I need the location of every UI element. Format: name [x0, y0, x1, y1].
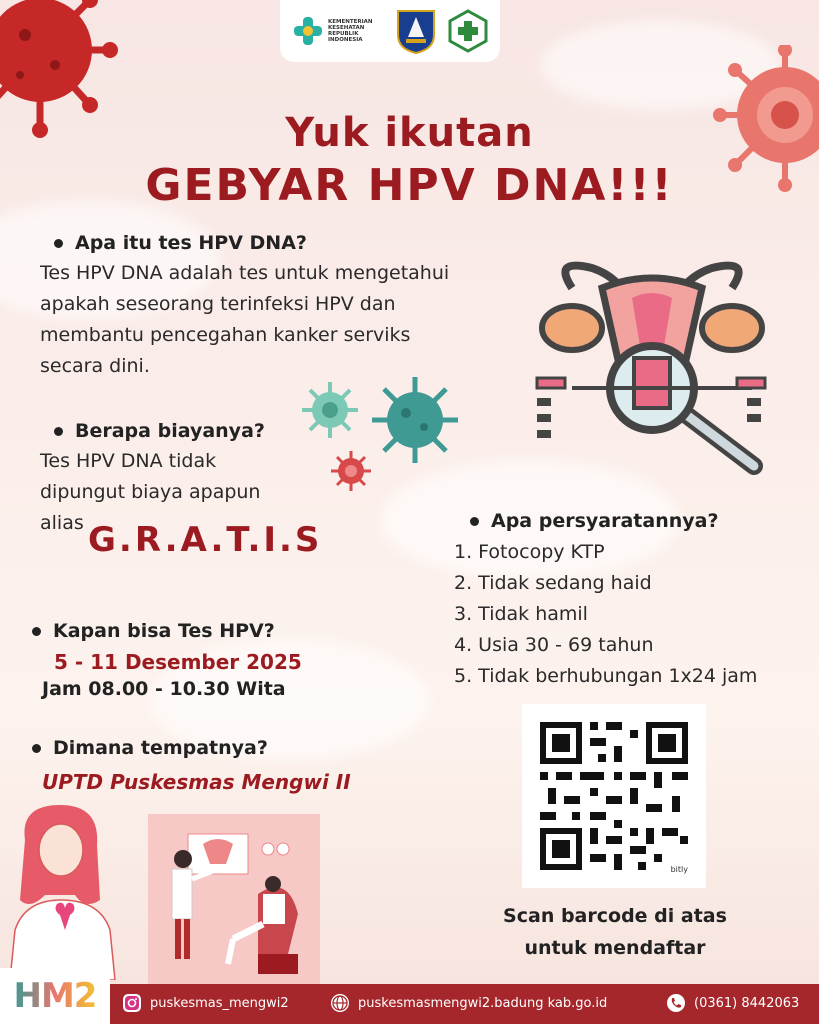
scan-line: Scan barcode di atas	[503, 905, 727, 927]
question-requirements	[470, 510, 719, 532]
question-when	[32, 620, 275, 642]
instagram-icon	[122, 993, 142, 1013]
scan-line: untuk mendaftar	[524, 937, 706, 959]
footer-website[interactable]	[330, 993, 607, 1013]
bullet	[54, 427, 63, 436]
answer-line: alias	[40, 512, 84, 534]
footer-bar	[0, 976, 819, 1024]
kemenkes-logo	[292, 15, 384, 47]
doctor-patient-scene	[148, 814, 320, 984]
brand-badge	[0, 968, 110, 1024]
question-what-text: Apa itu tes HPV DNA?	[75, 232, 307, 254]
answer-line: secara dini.	[40, 355, 150, 377]
answer-line: Tes HPV DNA adalah tes untuk mengetahui	[40, 262, 450, 284]
badung-regency-emblem	[394, 7, 438, 55]
answer-line: apakah seseorang terinfeksi HPV dan	[40, 293, 396, 315]
registration-qr-code[interactable]	[522, 704, 706, 888]
brand-logo: HM2	[13, 976, 97, 1016]
question-when-text: Kapan bisa Tes HPV?	[53, 620, 275, 642]
requirement-item: 1. Fotocopy KTP	[454, 541, 605, 563]
puskesmas-logo	[448, 9, 488, 53]
answer-what	[40, 258, 449, 382]
footer-instagram[interactable]	[122, 993, 289, 1013]
requirements-list	[454, 537, 757, 692]
question-requirements-text: Apa persyaratannya?	[491, 510, 719, 532]
event-dates: 5 - 11 Desember 2025	[54, 650, 302, 674]
phone-number: (0361) 8442063	[694, 995, 800, 1011]
requirement-item: 2. Tidak sedang haid	[454, 572, 652, 594]
woman-pink-ribbon-illustration	[5, 800, 120, 980]
phone-icon	[666, 993, 686, 1013]
title-line-1: Yuk ikutan	[285, 110, 534, 156]
footer-phone[interactable]	[666, 993, 799, 1013]
bullet	[54, 239, 63, 248]
question-what	[54, 232, 307, 254]
requirement-item: 5. Tidak berhubungan 1x24 jam	[454, 665, 758, 687]
virus-icon	[330, 450, 372, 492]
requirement-item: 3. Tidak hamil	[454, 603, 588, 625]
scan-instruction	[470, 900, 760, 964]
bullet	[32, 744, 41, 753]
qr-caption: bitly	[670, 865, 688, 874]
question-cost-text: Berapa biayanya?	[75, 420, 265, 442]
globe-icon	[330, 993, 350, 1013]
event-hours: Jam 08.00 - 10.30 Wita	[42, 678, 286, 700]
website-url: puskesmasmengwi2.badung kab.go.id	[358, 995, 608, 1011]
virus-icon	[300, 380, 360, 440]
instagram-handle: puskesmas_mengwi2	[150, 995, 289, 1011]
question-cost	[54, 420, 265, 442]
title-line-2: GEBYAR HPV DNA!!!	[145, 160, 674, 211]
logo-bar	[280, 0, 500, 62]
kemenkes-icon	[292, 15, 324, 47]
free-highlight: G.R.A.T.I.S	[88, 520, 323, 560]
doctor-patient-illustration	[148, 814, 320, 984]
answer-line: membantu pencegahan kanker serviks	[40, 324, 411, 346]
question-where	[32, 737, 268, 759]
answer-line: Tes HPV DNA tidak	[40, 450, 217, 472]
kemenkes-label: KEMENTERIAN KESEHATAN REPUBLIK INDONESIA	[328, 19, 373, 43]
virus-icon	[370, 375, 460, 465]
bullet	[32, 627, 41, 636]
qr-code-image	[522, 704, 706, 888]
question-where-text: Dimana tempatnya?	[53, 737, 268, 759]
answer-line: dipungut biaya apapun	[40, 481, 261, 503]
uterus-magnifier-icon	[532, 238, 772, 478]
event-place: UPTD Puskesmas Mengwi II	[42, 770, 351, 794]
bullet	[470, 517, 479, 526]
requirement-item: 4. Usia 30 - 69 tahun	[454, 634, 654, 656]
